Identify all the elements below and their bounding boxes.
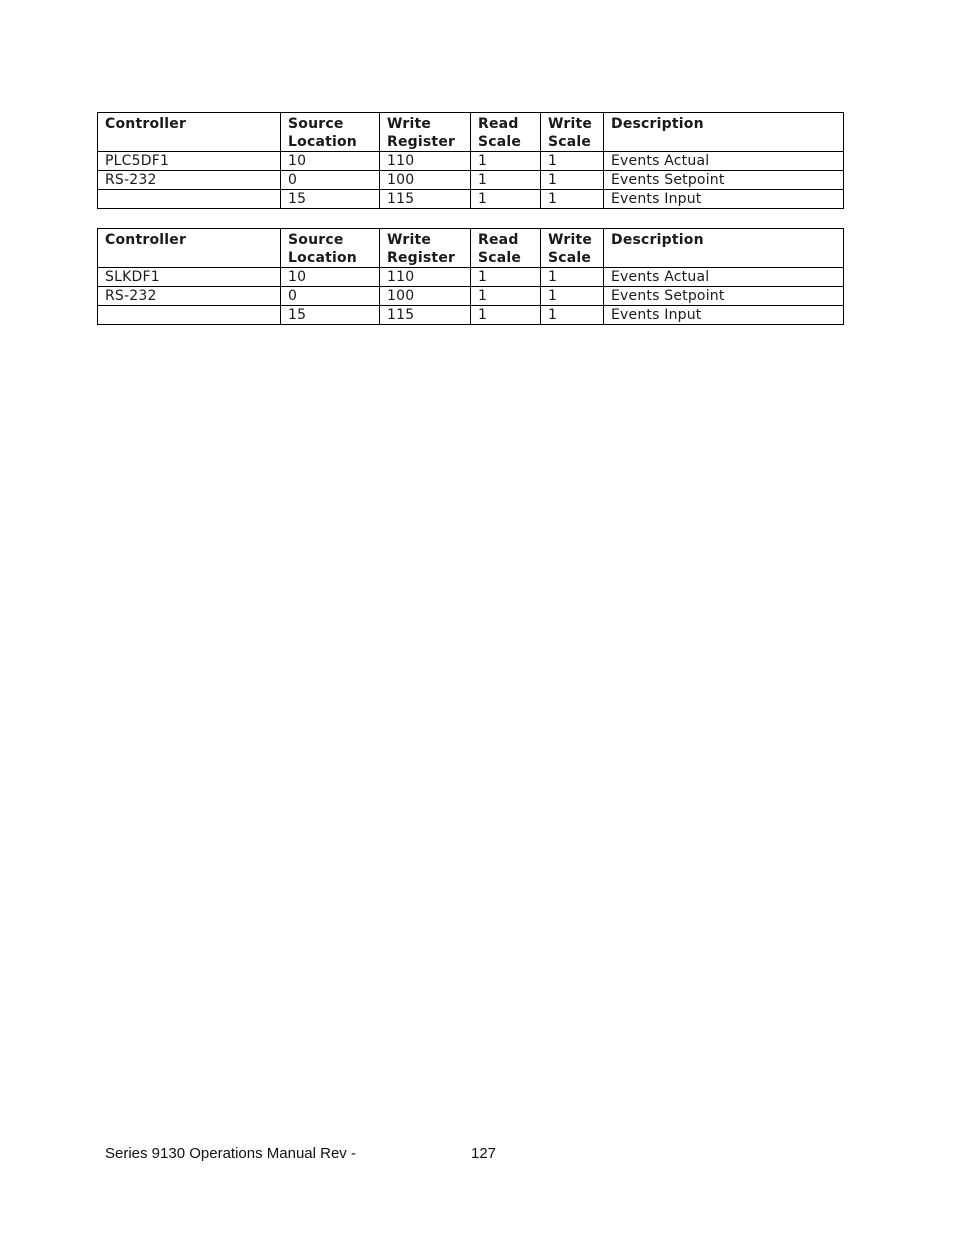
cell-controller: RS-232 — [98, 287, 281, 306]
cell-read-scale: 1 — [471, 190, 541, 209]
table-row — [98, 190, 844, 209]
header-write-scale: Write Scale — [541, 229, 604, 268]
cell-source-location: 15 — [281, 190, 380, 209]
cell-description: Events Setpoint — [604, 171, 844, 190]
cell-write-register: 100 — [380, 287, 471, 306]
cell-source-location: 0 — [281, 171, 380, 190]
cell-description: Events Setpoint — [604, 287, 844, 306]
cell-write-scale: 1 — [541, 171, 604, 190]
cell-description: Events Input — [604, 306, 844, 325]
register-table-plc5df1 — [97, 112, 844, 209]
cell-read-scale: 1 — [471, 287, 541, 306]
cell-write-register: 110 — [380, 152, 471, 171]
table-row — [98, 171, 844, 190]
cell-write-scale: 1 — [541, 152, 604, 171]
header-read-scale: Read Scale — [471, 229, 541, 268]
cell-read-scale: 1 — [471, 171, 541, 190]
header-controller: Controller — [98, 113, 281, 152]
header-description: Description — [604, 229, 844, 268]
cell-controller — [98, 190, 281, 209]
table-header-row — [98, 113, 844, 152]
cell-description: Events Input — [604, 190, 844, 209]
cell-read-scale: 1 — [471, 152, 541, 171]
header-description: Description — [604, 113, 844, 152]
cell-write-register: 115 — [380, 306, 471, 325]
cell-controller: RS-232 — [98, 171, 281, 190]
cell-controller: SLKDF1 — [98, 268, 281, 287]
header-write-register: Write Register — [380, 113, 471, 152]
header-source-location: Source Location — [281, 113, 380, 152]
cell-controller: PLC5DF1 — [98, 152, 281, 171]
cell-write-scale: 1 — [541, 268, 604, 287]
header-source-location: Source Location — [281, 229, 380, 268]
table-row — [98, 306, 844, 325]
register-table-slkdf1 — [97, 228, 844, 325]
table-row — [98, 287, 844, 306]
header-controller: Controller — [98, 229, 281, 268]
cell-write-register: 110 — [380, 268, 471, 287]
cell-description: Events Actual — [604, 152, 844, 171]
cell-read-scale: 1 — [471, 306, 541, 325]
cell-write-scale: 1 — [541, 306, 604, 325]
cell-source-location: 15 — [281, 306, 380, 325]
cell-write-register: 115 — [380, 190, 471, 209]
cell-write-register: 100 — [380, 171, 471, 190]
cell-write-scale: 1 — [541, 287, 604, 306]
cell-source-location: 0 — [281, 287, 380, 306]
cell-source-location: 10 — [281, 152, 380, 171]
cell-read-scale: 1 — [471, 268, 541, 287]
cell-write-scale: 1 — [541, 190, 604, 209]
header-write-register: Write Register — [380, 229, 471, 268]
footer-page-number: 127 — [471, 1145, 497, 1162]
header-read-scale: Read Scale — [471, 113, 541, 152]
footer-manual-title: Series 9130 Operations Manual Rev - — [105, 1145, 356, 1162]
cell-description: Events Actual — [604, 268, 844, 287]
header-write-scale: Write Scale — [541, 113, 604, 152]
table-header-row — [98, 229, 844, 268]
cell-controller — [98, 306, 281, 325]
cell-source-location: 10 — [281, 268, 380, 287]
table-row — [98, 152, 844, 171]
table-row — [98, 268, 844, 287]
